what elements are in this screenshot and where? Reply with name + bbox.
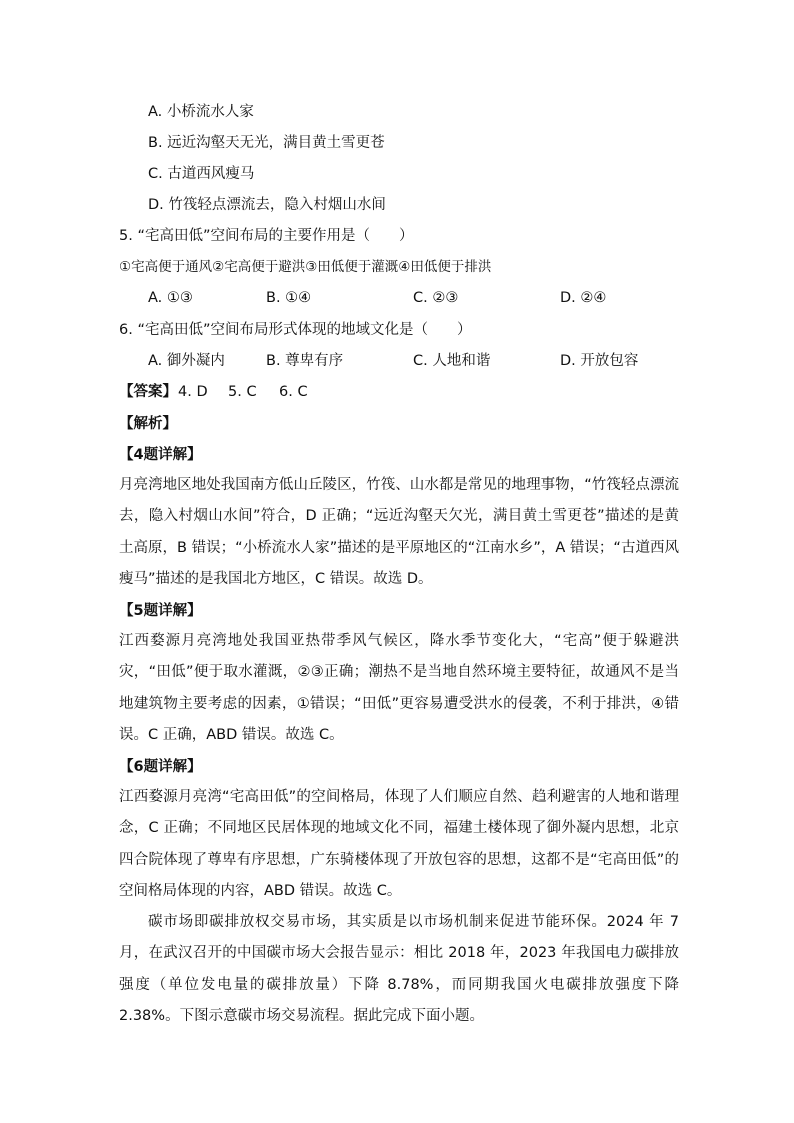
q4-option-d: D. 竹筏轻点漂流去，隐入村烟山水间 xyxy=(148,197,386,213)
q5-statements: ①宅高便于通风②宅高便于避洪③田低便于灌溉④田低便于排洪 xyxy=(119,259,492,275)
answer-4: 4. D xyxy=(178,384,208,400)
q4-option-a: A. 小桥流水人家 xyxy=(148,104,254,120)
q5-heading: 【5题详解】 xyxy=(119,603,202,619)
q4-option-c: C. 古道西风瘦马 xyxy=(148,166,255,182)
carbon-market-intro: 碳市场即碳排放权交易市场，其实质是以市场机制来促进节能环保。2024 年 7 月，在武汉召开的中国碳市场大会报告显示：相比 2018 年，2023 年我国电力碳排放强度（单位发电量的碳排放量）下降 8.78%，而同期我国火电碳排放强度下降 2.38%。下图示意碳市场交易流程。据此完成下面小题。 xyxy=(119,914,679,1025)
q6-stem: 6. “宅高田低”空间布局形式体现的地域文化是（ ） xyxy=(119,322,472,338)
q6-option-c: C. 人地和谐 xyxy=(413,353,491,369)
q6-heading: 【6题详解】 xyxy=(119,759,202,775)
q6-option-d: D. 开放包容 xyxy=(560,353,639,369)
q5-option-a: A. ①③ xyxy=(148,290,193,306)
answer-line xyxy=(0,382,794,402)
q6-detail: 江西婺源月亮湾“宅高田低”的空间格局，体现了人们顺应自然、趋利避害的人地和谐理念，C 正确；不同地区民居体现的地域文化不同，福建土楼体现了御外凝内思想，北京四合院体现了尊卑有序思想，广东骑楼体现了开放包容的思想，这都不是“宅高田低”的空间格局体现的内容，ABD 错误。故选 C。 xyxy=(119,789,679,900)
q5-option-d: D. ②④ xyxy=(560,290,607,306)
q6-option-b: B. 尊卑有序 xyxy=(266,353,344,369)
q5-option-c: C. ②③ xyxy=(413,290,459,306)
q4-option-b: B. 远近沟壑天无光，满目黄土雪更苍 xyxy=(148,135,385,151)
analysis-label: 【解析】 xyxy=(119,416,177,432)
q6-option-a: A. 御外凝内 xyxy=(148,353,225,369)
answer-5: 5. C xyxy=(228,384,257,400)
q6-options xyxy=(0,351,794,371)
q4-detail: 月亮湾地区地处我国南方低山丘陵区，竹筏、山水都是常见的地理事物，“竹筏轻点漂流去，隐入村烟山水间”符合，D 正确；“远近沟壑天欠光，满目黄土雪更苍”描述的是黄土高原，B 错误；“小桥流水人家”描述的是平原地区的“江南水乡”，A 错误；“古道西风瘦马”描述的是我国北方地区，C 错误。故选 D。 xyxy=(119,477,679,588)
q4-heading: 【4题详解】 xyxy=(119,447,202,463)
answer-label: 【答案】 xyxy=(119,384,177,400)
q5-detail: 江西婺源月亮湾地处我国亚热带季风气候区，降水季节变化大，“宅高”便于躲避洪灾，“田低”便于取水灌溉，②③正确；潮热不是当地自然环境主要特征，故通风不是当地建筑物主要考虑的因素，①错误；“田低”更容易遭受洪水的侵袭，不利于排洪，④错误。C 正确，ABD 错误。故选 C。 xyxy=(119,633,679,744)
q5-option-b: B. ①④ xyxy=(266,290,312,306)
q5-options xyxy=(0,288,794,308)
q5-stem: 5. “宅高田低”空间布局的主要作用是（ ） xyxy=(119,228,414,244)
answer-6: 6. C xyxy=(279,384,308,400)
